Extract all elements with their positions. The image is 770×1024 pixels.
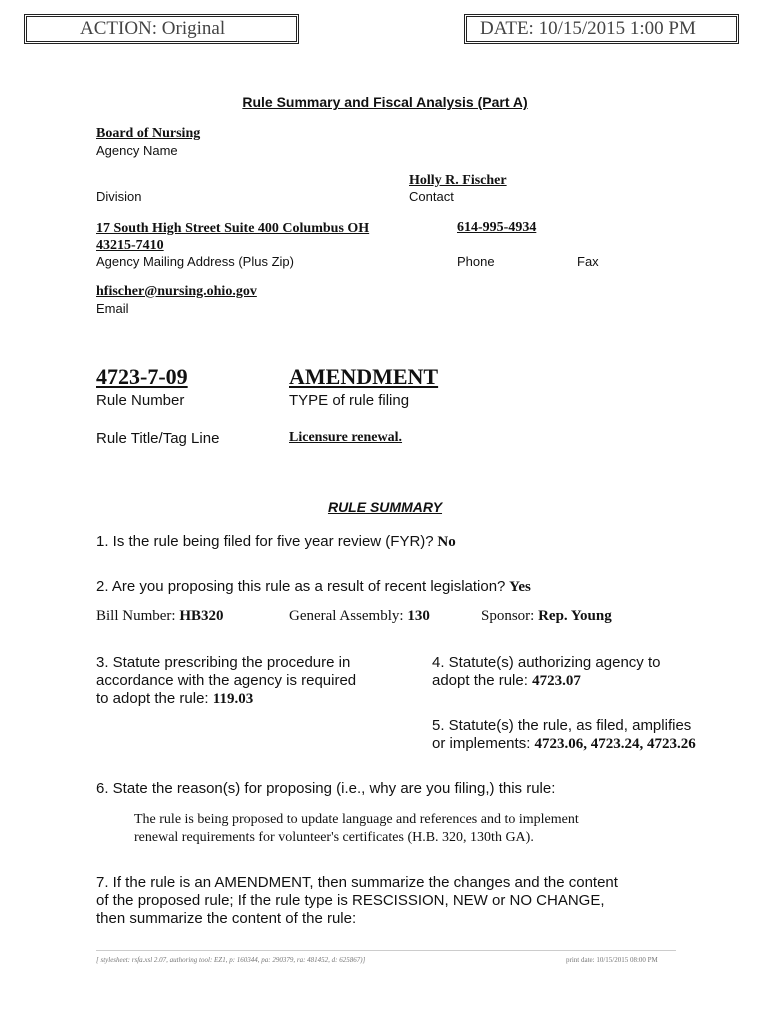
question-1 bbox=[96, 533, 456, 551]
question-4-line1: 4. Statute(s) authorizing agency to bbox=[432, 654, 661, 671]
bill-number bbox=[96, 608, 224, 625]
phone-number: 614-995-4934 bbox=[457, 220, 537, 235]
question-5-line1: 5. Statute(s) the rule, as filed, amplifies bbox=[432, 717, 692, 734]
question-7-line2: of the proposed rule; If the rule type is RESCISSION, NEW or NO CHANGE, bbox=[96, 892, 605, 909]
question-1-text: 1. Is the rule being filed for five year review (FYR)? bbox=[96, 533, 434, 550]
date-text: DATE: 10/15/2015 1:00 PM bbox=[480, 18, 696, 39]
email-address: hfischer@nursing.ohio.gov bbox=[96, 284, 257, 299]
division-label: Division bbox=[96, 189, 142, 204]
question-3-line1: 3. Statute prescribing the procedure in bbox=[96, 654, 351, 671]
question-2 bbox=[96, 578, 531, 596]
general-assembly bbox=[289, 608, 430, 625]
sponsor-label: Sponsor: bbox=[481, 608, 535, 624]
footer-stylesheet-info: [ stylesheet: rsfa.xsl 2.07, authoring tool: EZ1, p: 160344, pa: 290379, ra: 481452, d: 625867)] bbox=[96, 956, 366, 964]
question-4-line2: adopt the rule: bbox=[432, 672, 528, 689]
question-5-line2: or implements: bbox=[432, 735, 531, 752]
bill-number-value: HB320 bbox=[179, 608, 224, 624]
rule-number-label: Rule Number bbox=[96, 392, 185, 409]
fax-label: Fax bbox=[577, 254, 599, 269]
question-4 bbox=[432, 654, 660, 690]
question-6-answer-line2: renewal requirements for volunteer's certificates (H.B. 320, 130th GA). bbox=[134, 830, 534, 845]
date-box bbox=[464, 14, 739, 44]
footer-print-date: print date: 10/15/2015 08:00 PM bbox=[566, 956, 658, 964]
question-2-answer: Yes bbox=[509, 579, 531, 595]
rule-type: AMENDMENT bbox=[289, 364, 439, 389]
page-title: Rule Summary and Fiscal Analysis (Part A) bbox=[242, 94, 528, 110]
rule-summary-heading: RULE SUMMARY bbox=[327, 499, 443, 515]
sponsor-value: Rep. Young bbox=[538, 608, 612, 624]
footer-divider bbox=[96, 950, 676, 951]
question-6-answer bbox=[134, 811, 579, 847]
email-label: Email bbox=[96, 301, 129, 316]
contact-label: Contact bbox=[409, 189, 454, 204]
contact-name: Holly R. Fischer bbox=[409, 173, 507, 188]
question-4-answer: 4723.07 bbox=[532, 673, 581, 689]
rule-number: 4723-7-09 bbox=[96, 364, 188, 389]
sponsor bbox=[481, 608, 612, 625]
address-label: Agency Mailing Address (Plus Zip) bbox=[96, 254, 294, 269]
question-7-line1: 7. If the rule is an AMENDMENT, then summarize the changes and the content bbox=[96, 874, 618, 891]
action-box bbox=[24, 14, 299, 44]
question-3-answer: 119.03 bbox=[212, 691, 254, 707]
question-5-answer: 4723.06, 4723.24, 4723.26 bbox=[534, 736, 696, 752]
question-2-text: 2. Are you proposing this rule as a result of recent legislation? bbox=[96, 578, 506, 595]
question-6-text: 6. State the reason(s) for proposing (i.e., why are you filing,) this rule: bbox=[96, 780, 556, 797]
bill-number-label: Bill Number: bbox=[96, 608, 176, 624]
question-6-answer-line1: The rule is being proposed to update language and references and to implement bbox=[134, 812, 579, 827]
question-7-line3: then summarize the content of the rule: bbox=[96, 910, 357, 927]
rule-title-label: Rule Title/Tag Line bbox=[96, 430, 220, 447]
question-3 bbox=[96, 654, 356, 708]
question-1-answer: No bbox=[437, 534, 456, 550]
question-3-line3: to adopt the rule: bbox=[96, 690, 209, 707]
rule-type-label: TYPE of rule filing bbox=[289, 392, 410, 409]
phone-label: Phone bbox=[457, 254, 495, 269]
address-line2: 43215-7410 bbox=[96, 238, 164, 253]
general-assembly-label: General Assembly: bbox=[289, 608, 404, 624]
address-line1: 17 South High Street Suite 400 Columbus OH bbox=[96, 221, 370, 236]
mailing-address bbox=[96, 220, 369, 254]
agency-name-label: Agency Name bbox=[96, 143, 178, 158]
rule-title-value: Licensure renewal. bbox=[289, 430, 403, 445]
question-3-line2: accordance with the agency is required bbox=[96, 672, 357, 689]
question-7 bbox=[96, 874, 618, 928]
agency-name: Board of Nursing bbox=[96, 126, 201, 141]
question-5 bbox=[432, 717, 696, 753]
action-text: ACTION: Original bbox=[80, 18, 226, 39]
general-assembly-value: 130 bbox=[407, 608, 430, 624]
